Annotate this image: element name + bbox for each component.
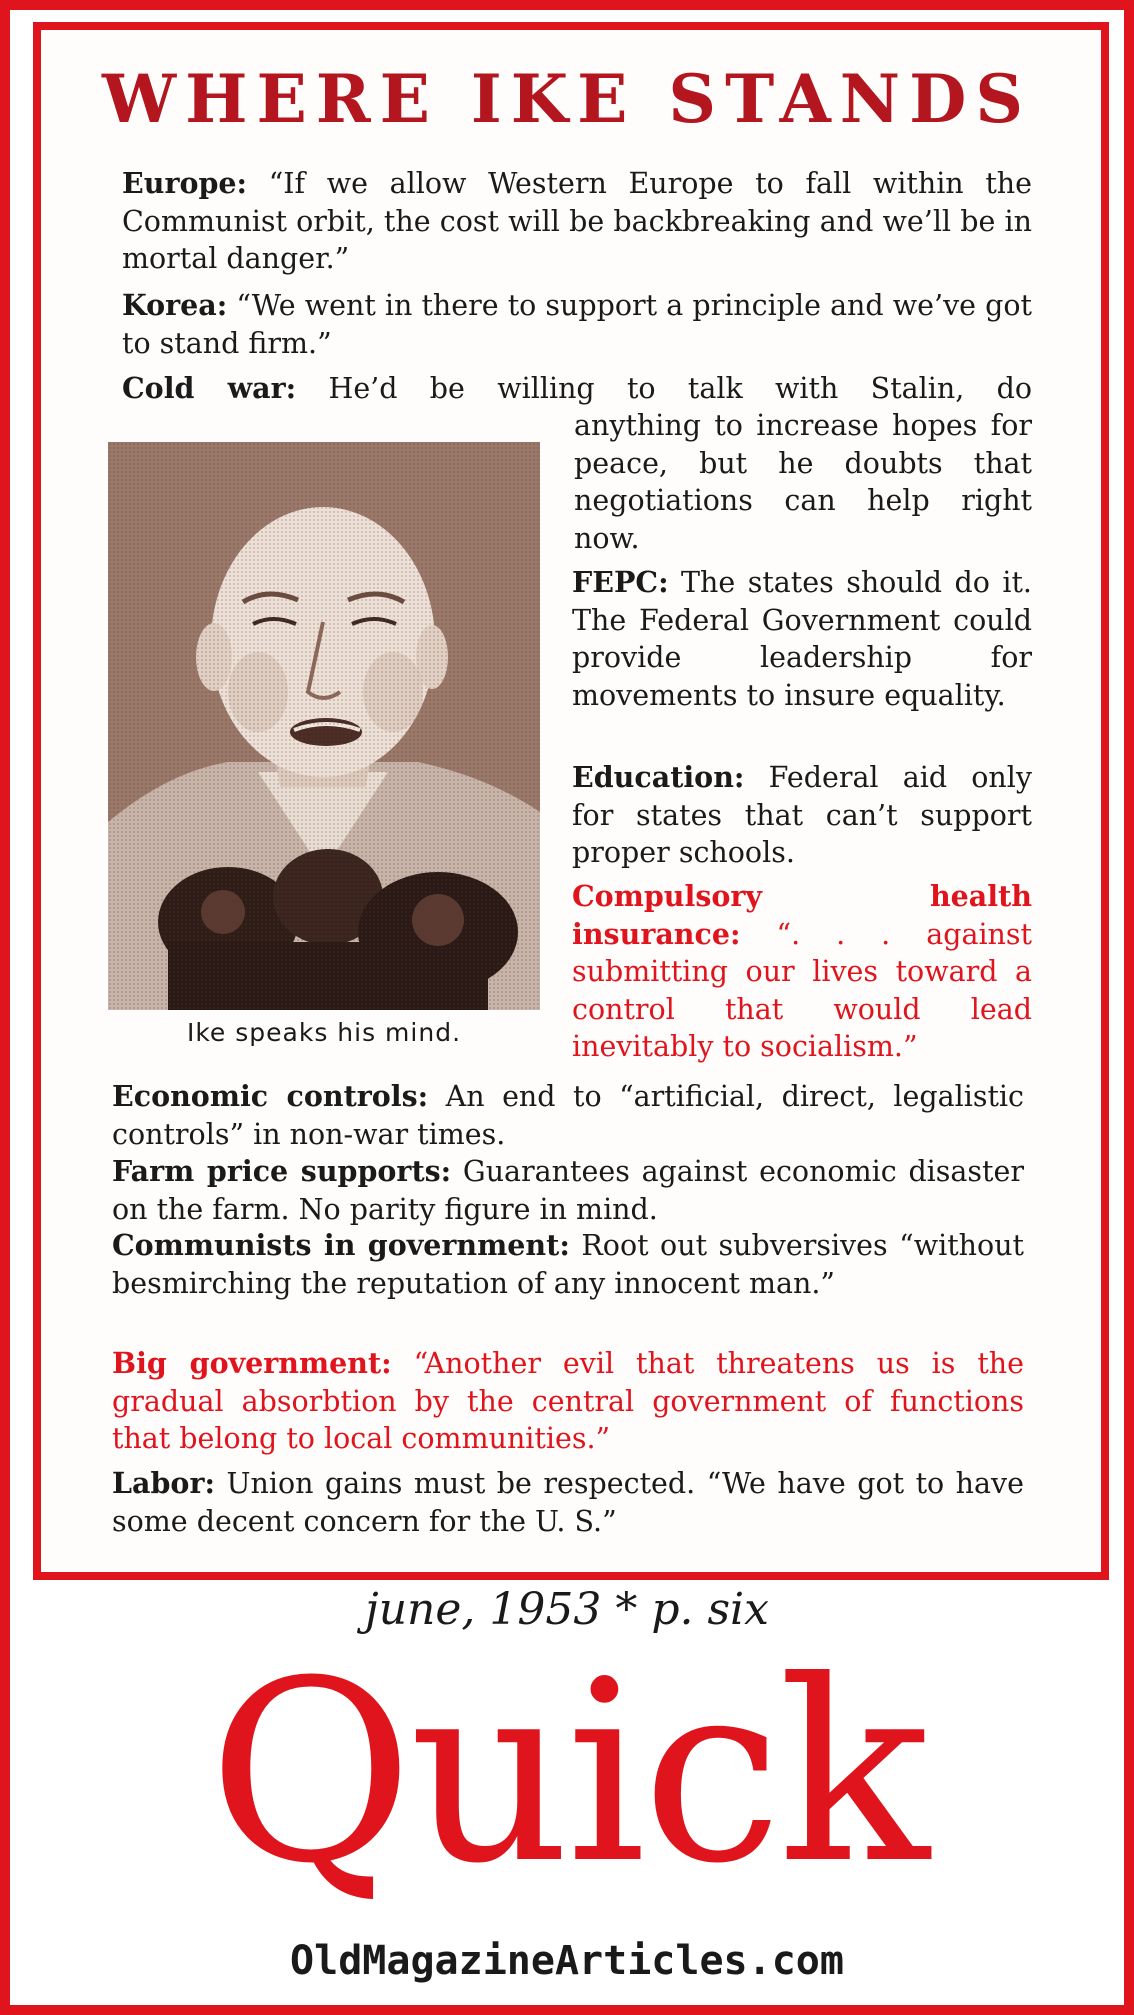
item-korea xyxy=(122,287,1032,362)
magazine-masthead: Quick xyxy=(208,1627,926,1918)
item-labor xyxy=(112,1465,1024,1540)
item-text: “We went in there to support a principle and we’ve got to stand firm.” xyxy=(122,289,1032,360)
item-communists-in-government xyxy=(112,1227,1024,1302)
item-text: Root out subversives “without besmirching the reputation of any innocent man.” xyxy=(112,1229,1024,1300)
item-label: Education: xyxy=(572,760,745,794)
item-text: Federal aid only for states that can’t support proper schools. xyxy=(572,761,1032,869)
headline: WHERE IKE STANDS xyxy=(101,60,1033,138)
item-text: Union gains must be respected. “We have got to have some decent concern for the U. S.” xyxy=(112,1467,1024,1538)
item-cold-war xyxy=(122,370,1032,408)
item-compulsory-health-insurance xyxy=(572,878,1032,1066)
item-education xyxy=(572,759,1032,872)
item-label: Korea: xyxy=(122,288,228,322)
item-label: Cold war: xyxy=(122,371,297,405)
item-text: An end to “artificial, direct, legalistic controls” in non-war times. xyxy=(112,1080,1024,1151)
item-europe xyxy=(122,165,1032,278)
item-farm-price-supports xyxy=(112,1153,1024,1228)
item-text: “Another evil that threatens us is the gradual absorbtion by the central government of functions that belong to local communities.” xyxy=(112,1347,1025,1455)
item-label: Big government: xyxy=(112,1346,392,1380)
item-text: “. . . against submitting our lives toward a control that would lead inevitably to socialism.” xyxy=(572,917,1032,1063)
item-label: FEPC: xyxy=(572,565,669,599)
item-label: Communists in government: xyxy=(112,1228,570,1262)
item-text: He’d be willing to talk with Stalin, do xyxy=(296,372,1032,405)
item-cold-war-continued xyxy=(574,407,1032,557)
dateline: june, 1953 * p. six xyxy=(365,1584,769,1635)
item-label: Compulsory health insurance: xyxy=(572,879,1032,951)
item-label: Farm price supports: xyxy=(112,1154,452,1188)
eisenhower-photo xyxy=(108,442,540,1010)
item-economic-controls xyxy=(112,1078,1024,1153)
item-label: Labor: xyxy=(112,1466,215,1500)
item-text: anything to increase hopes for peace, but he doubts that negotiations can help right now. xyxy=(574,409,1032,555)
photo-caption: Ike speaks his mind. xyxy=(186,1018,462,1047)
item-fepc xyxy=(572,564,1032,714)
item-text: The states should do it. The Federal Government could provide leadership for movements to insure equality. xyxy=(572,566,1032,712)
item-text: “If we allow Western Europe to fall within the Communist orbit, the cost will be backbreaking and we’ll be in mortal danger.” xyxy=(122,167,1032,275)
item-label: Economic controls: xyxy=(112,1079,429,1113)
website-link[interactable]: OldMagazineArticles.com xyxy=(290,1938,844,1984)
item-text: Guarantees against economic disaster on the farm. No parity figure in mind. xyxy=(112,1155,1024,1226)
item-big-government xyxy=(112,1345,1024,1458)
item-label: Europe: xyxy=(122,166,248,200)
